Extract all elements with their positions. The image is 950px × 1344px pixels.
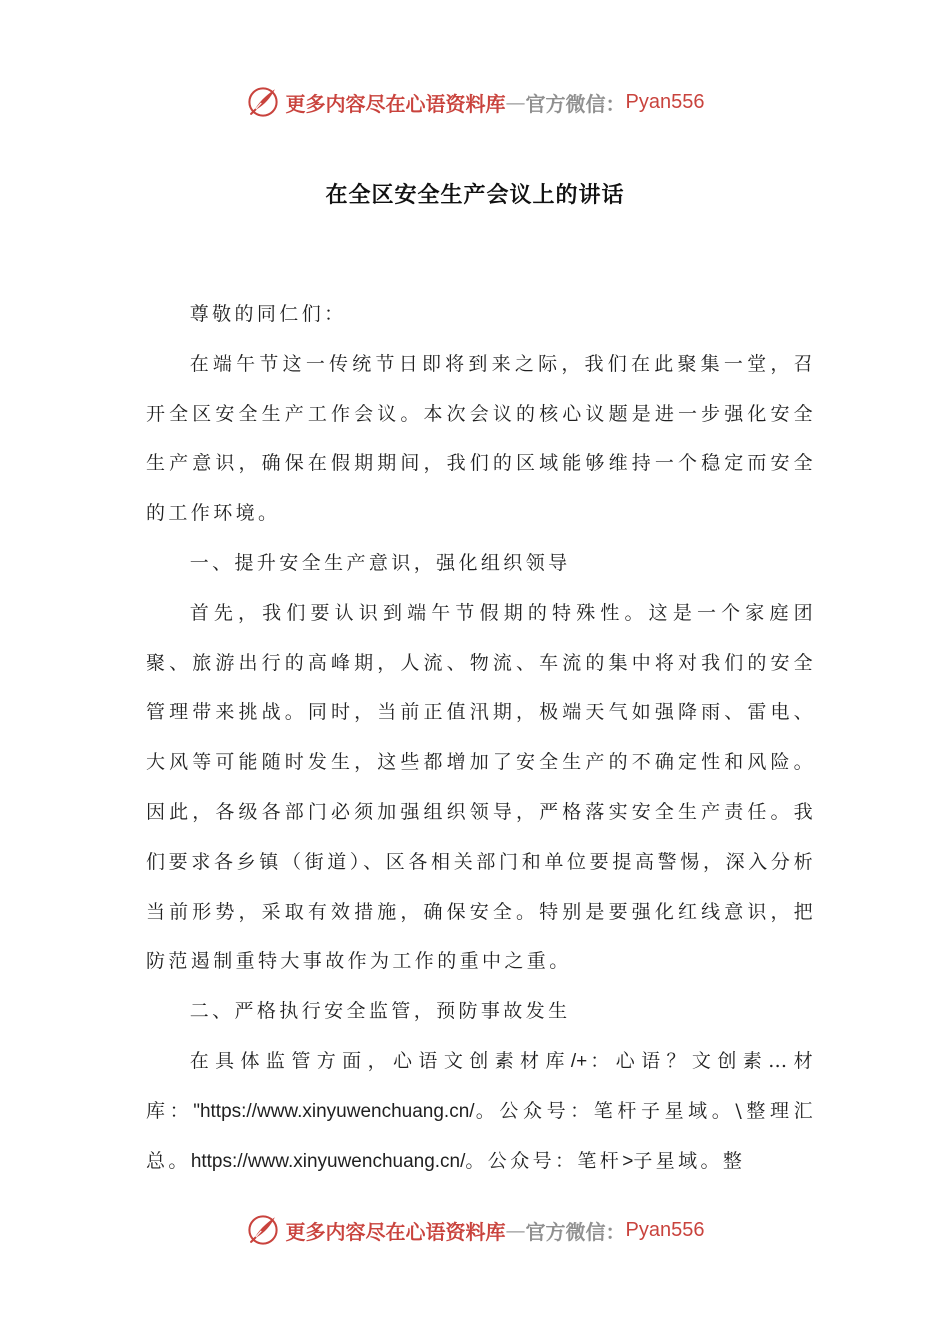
watermark-banner-top <box>0 80 950 124</box>
paragraph-section-2 <box>146 1037 816 1186</box>
document-title: 在全区安全生产会议上的讲话 <box>325 183 625 208</box>
quill-logo-icon <box>246 85 280 119</box>
watermark-dash: — <box>505 1218 526 1242</box>
watermark-wechat-label: 官方微信： <box>525 91 626 116</box>
watermark-wechat-id: Pyan556 <box>625 1218 705 1241</box>
section-heading-1: 一、提升安全生产意识，强化组织领导 <box>189 551 571 574</box>
document-body <box>146 290 816 1186</box>
para3-segment: 。公众号：笔杆 <box>465 1149 623 1172</box>
para3-url: "https://www.xinyuwenchuang.cn/ <box>193 1100 475 1122</box>
para3-symbol: /+ <box>570 1050 588 1072</box>
para3-segment: ：心语？文创素…材库： <box>146 1049 816 1122</box>
quill-logo-icon <box>246 1213 280 1247</box>
para3-segment: 。公众号：笔杆子星域。\整理汇总。 <box>146 1099 816 1172</box>
watermark-wechat-label: 官方微信： <box>525 1219 626 1244</box>
watermark-wechat-id: Pyan556 <box>625 90 705 113</box>
para3-url: https://www.xinyuwenchuang.cn/ <box>190 1150 466 1172</box>
watermark-site-text: 更多内容尽在心语资料库 <box>285 1219 506 1244</box>
watermark-dash: — <box>505 90 526 114</box>
watermark-banner-bottom <box>0 1208 950 1252</box>
paragraph-intro: 在端午节这一传统节日即将到来之际，我们在此聚集一堂，召开全区安全生产工作会议。本次会议的核心议题是进一步强化安全生产意识，确保在假期期间，我们的区域能够维持一个稳定而安全的工作环境。 <box>146 352 816 525</box>
greeting: 尊敬的同仁们： <box>189 303 347 325</box>
paragraph-section-1: 首先，我们要认识到端午节假期的特殊性。这是一个家庭团聚、旅游出行的高峰期，人流、物流、车流的集中将对我们的安全管理带来挑战。同时，当前正值汛期，极端天气如强降雨、雷电、大风等可能随时发生，这些都增加了安全生产的不确定性和风险。因此，各级各部门必须加强组织领导，严格落实安全生产责任。我们要求各乡镇（街道）、区各相关部门和单位要提高警惕，深入分析当前形势，采取有效措施，确保安全。特别是要强化红线意识，把防范遏制重特大事故作为工作的重中之重。 <box>146 601 816 973</box>
section-heading-2: 二、严格执行安全监管，预防事故发生 <box>189 1000 571 1023</box>
para3-segment: 子星域。整 <box>633 1149 746 1172</box>
para3-symbol: > <box>622 1150 634 1172</box>
para3-segment: 在具体监管方面，心语文创素材库 <box>189 1049 571 1072</box>
watermark-site-text: 更多内容尽在心语资料库 <box>285 91 506 116</box>
